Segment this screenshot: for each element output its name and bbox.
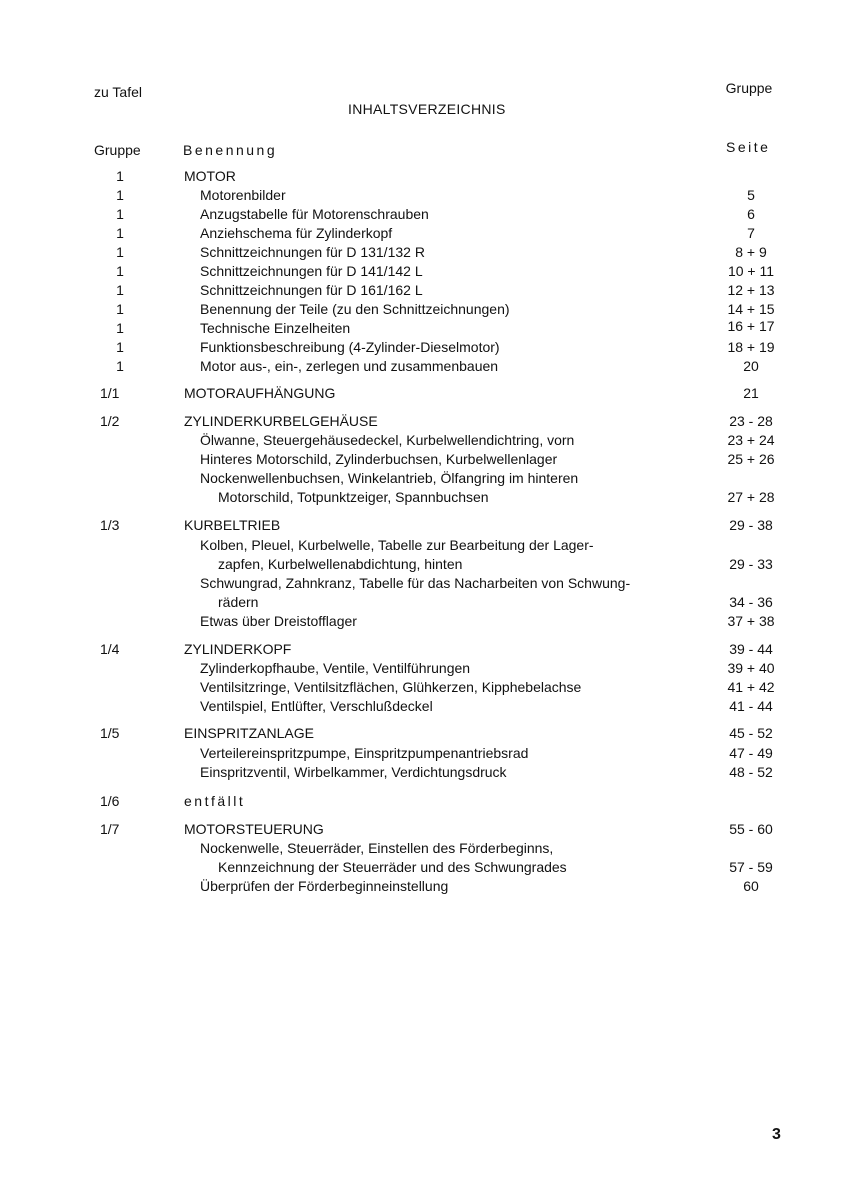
column-heading-benennung: Benennung <box>183 142 278 158</box>
toc-group: 1 <box>116 339 124 355</box>
toc-page: 16 + 17 <box>727 318 775 334</box>
toc-page: 55 - 60 <box>729 821 773 837</box>
toc-section-title: entfällt <box>184 793 246 809</box>
toc-entry-continuation: Kennzeichnung der Steuerräder und des Schwungrades <box>218 859 567 875</box>
toc-entry: Ventilsitzringe, Ventilsitzflächen, Glühkerzen, Kipphebelachse <box>200 679 582 695</box>
toc-section-title: MOTOR <box>184 168 236 184</box>
toc-group: 1 <box>116 206 124 222</box>
toc-group: 1/6 <box>100 793 120 809</box>
toc-entry: Schwungrad, Zahnkranz, Tabelle für das Nacharbeiten von Schwung- <box>200 575 631 591</box>
toc-page: 8 + 9 <box>735 244 767 260</box>
toc-section-title: KURBELTRIEB <box>184 517 281 533</box>
toc-entry: Schnittzeichnungen für D 131/132 R <box>200 244 425 260</box>
toc-group: 1/1 <box>100 385 120 401</box>
toc-entry: Motorenbilder <box>200 187 286 203</box>
toc-page: 14 + 15 <box>727 301 775 317</box>
toc-page: 41 + 42 <box>727 679 775 695</box>
toc-page: 47 - 49 <box>729 745 773 761</box>
toc-entry-continuation: Motorschild, Totpunktzeiger, Spannbuchsen <box>218 489 489 505</box>
header-left-label: zu Tafel <box>94 84 142 100</box>
toc-entry: Nockenwelle, Steuerräder, Einstellen des Förderbeginns, <box>200 840 554 856</box>
header-right-label: Gruppe <box>725 80 773 96</box>
toc-section-title: ZYLINDERKURBELGEHÄUSE <box>184 413 378 429</box>
toc-entry: Benennung der Teile (zu den Schnittzeichnungen) <box>200 301 510 317</box>
toc-entry: Überprüfen der Förderbeginneinstellung <box>200 878 449 894</box>
toc-page: 5 <box>747 187 755 203</box>
toc-entry-continuation: zapfen, Kurbelwellenabdichtung, hinten <box>218 556 463 572</box>
toc-section-title: EINSPRITZANLAGE <box>184 725 314 741</box>
toc-page: 23 - 28 <box>729 413 773 429</box>
toc-section-title: MOTORAUFHÄNGUNG <box>184 385 336 401</box>
toc-group: 1/2 <box>100 413 120 429</box>
toc-entry: Funktionsbeschreibung (4-Zylinder-Dieselmotor) <box>200 339 500 355</box>
toc-page: 7 <box>747 225 755 241</box>
toc-group: 1/3 <box>100 517 120 533</box>
column-heading-seite: Seite <box>726 139 771 155</box>
toc-page: 6 <box>747 206 755 222</box>
toc-entry: Schnittzeichnungen für D 141/142 L <box>200 263 423 279</box>
toc-group: 1 <box>116 358 124 374</box>
toc-group: 1 <box>116 320 124 336</box>
toc-group: 1 <box>116 282 124 298</box>
toc-entry: Schnittzeichnungen für D 161/162 L <box>200 282 423 298</box>
toc-entry: Hinteres Motorschild, Zylinderbuchsen, Kurbelwellenlager <box>200 451 558 467</box>
toc-entry: Anzugstabelle für Motorenschrauben <box>200 206 429 222</box>
toc-page: 45 - 52 <box>729 725 773 741</box>
column-heading-gruppe: Gruppe <box>94 142 141 158</box>
toc-group: 1 <box>116 168 124 184</box>
toc-page: 23 + 24 <box>727 432 775 448</box>
toc-entry: Ölwanne, Steuergehäusedeckel, Kurbelwellendichtring, vorn <box>200 432 575 448</box>
toc-page: 10 + 11 <box>727 263 775 279</box>
toc-entry: Technische Einzelheiten <box>200 320 351 336</box>
toc-page: 41 - 44 <box>729 698 773 714</box>
toc-page: 48 - 52 <box>729 764 773 780</box>
toc-group: 1/4 <box>100 641 120 657</box>
toc-page: 20 <box>743 358 759 374</box>
toc-entry: Etwas über Dreistofflager <box>200 613 357 629</box>
toc-page: 34 - 36 <box>729 594 773 610</box>
toc-entry: Anziehschema für Zylinderkopf <box>200 225 393 241</box>
toc-page: 12 + 13 <box>727 282 775 298</box>
toc-group: 1 <box>116 244 124 260</box>
toc-section-title: MOTORSTEUERUNG <box>184 821 324 837</box>
toc-page: 18 + 19 <box>727 339 775 355</box>
toc-page: 60 <box>743 878 759 894</box>
toc-group: 1 <box>116 225 124 241</box>
toc-entry: Motor aus-, ein-, zerlegen und zusammenbauen <box>200 358 499 374</box>
toc-page: 29 - 38 <box>729 517 773 533</box>
toc-page: 39 - 44 <box>729 641 773 657</box>
toc-group: 1 <box>116 263 124 279</box>
toc-page: 39 + 40 <box>727 660 775 676</box>
toc-group: 1 <box>116 187 124 203</box>
toc-group: 1/7 <box>100 821 120 837</box>
toc-entry: Einspritzventil, Wirbelkammer, Verdichtungsdruck <box>200 764 507 780</box>
toc-page: 27 + 28 <box>727 489 775 505</box>
toc-entry: Kolben, Pleuel, Kurbelwelle, Tabelle zur Bearbeitung der Lager- <box>200 537 594 553</box>
page-title: INHALTSVERZEICHNIS <box>348 101 506 117</box>
toc-entry: Ventilspiel, Entlüfter, Verschlußdeckel <box>200 698 433 714</box>
toc-page: 21 <box>743 385 759 401</box>
toc-entry: Nockenwellenbuchsen, Winkelantrieb, Ölfangring im hinteren <box>200 470 579 486</box>
toc-entry: Zylinderkopfhaube, Ventile, Ventilführungen <box>200 660 471 676</box>
toc-page: 25 + 26 <box>727 451 775 467</box>
page-number: 3 <box>772 1126 781 1143</box>
toc-page: 37 + 38 <box>727 613 775 629</box>
toc-group: 1/5 <box>100 725 120 741</box>
toc-page: 57 - 59 <box>729 859 773 875</box>
toc-entry-continuation: rädern <box>218 594 259 610</box>
toc-page: 29 - 33 <box>729 556 773 572</box>
toc-section-title: ZYLINDERKOPF <box>184 641 292 657</box>
toc-entry: Verteilereinspritzpumpe, Einspritzpumpenantriebsrad <box>200 745 529 761</box>
toc-group: 1 <box>116 301 124 317</box>
